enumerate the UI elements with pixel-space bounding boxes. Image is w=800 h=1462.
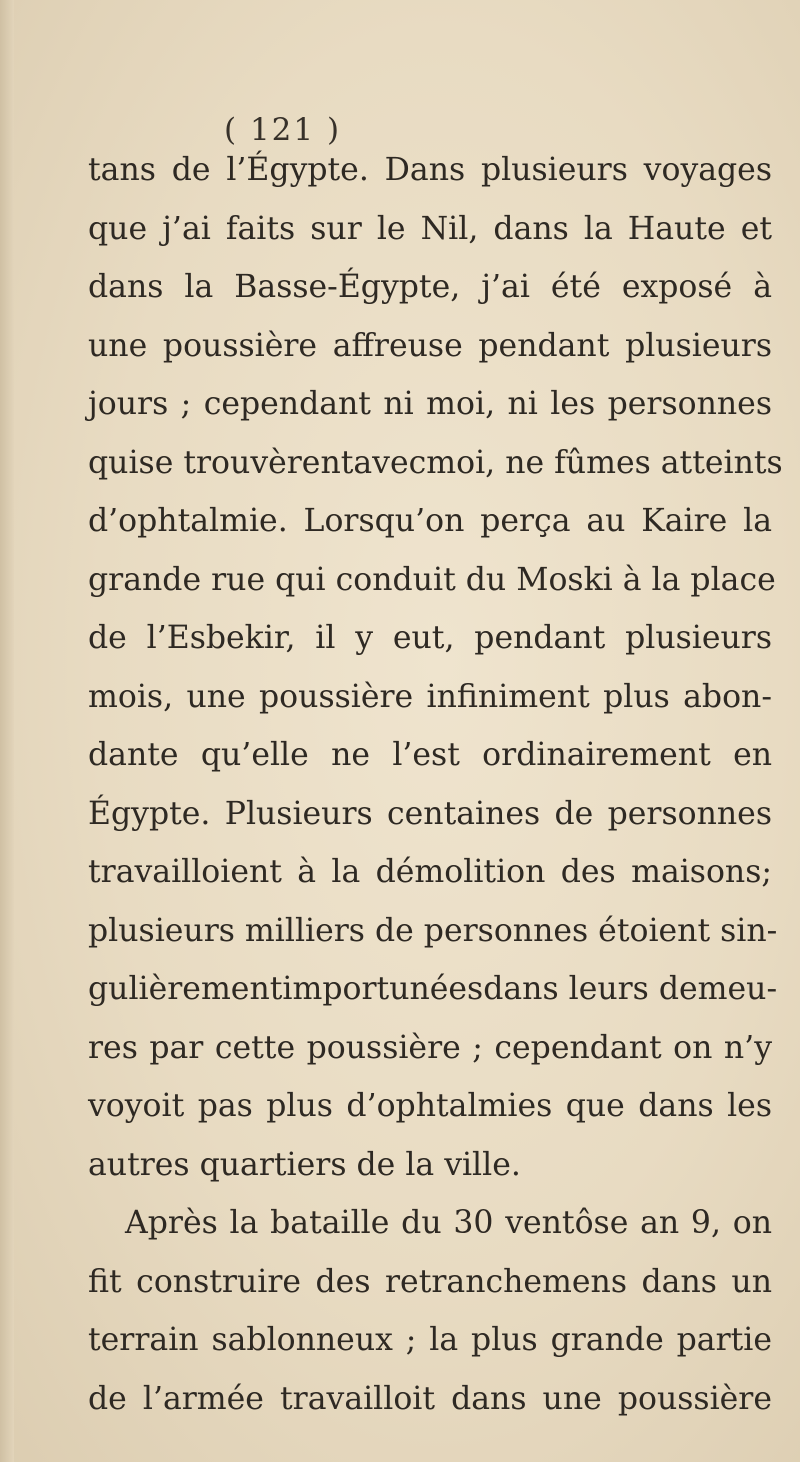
text-line: jours ; cependant ni moi, ni les personnes bbox=[88, 386, 772, 422]
text-line: dans la Basse-Égypte, j’ai été exposé à bbox=[88, 269, 772, 305]
text-line: dante qu’elle ne l’est ordinairement en bbox=[88, 737, 772, 773]
page-number: ( 121 ) bbox=[224, 112, 342, 148]
text-line: fit construire des retranchemens dans un bbox=[88, 1263, 772, 1300]
text-line: de l’armée travailloit dans une poussière bbox=[88, 1380, 772, 1417]
text-line: res par cette poussière ; cependant on n’y bbox=[88, 1029, 772, 1066]
text-line-paragraph-start: Après la bataille du 30 ventôse an 9, on bbox=[125, 1205, 772, 1241]
text-line: Égypte. Plusieurs centaines de personnes bbox=[88, 795, 772, 832]
text-line: grande rue qui conduit du Moski à la place bbox=[88, 561, 776, 598]
text-line: d’ophtalmie. Lorsqu’on perça au Kaire la bbox=[88, 503, 772, 539]
text-line: mois, une poussière infiniment plus abon- bbox=[88, 678, 772, 715]
text-line: plusieurs milliers de personnes étoient sin- bbox=[88, 912, 778, 949]
text-line: travailloient à la démolition des maisons; bbox=[88, 854, 772, 890]
text-line: terrain sablonneux ; la plus grande partie bbox=[88, 1322, 772, 1358]
text-line: tans de l’Égypte. Dans plusieurs voyages bbox=[88, 152, 772, 188]
text-line: voyoit pas plus d’ophtalmies que dans les bbox=[88, 1088, 772, 1124]
text-line: quise trouvèrentavecmoi, ne fûmes atteints bbox=[88, 444, 783, 481]
text-line-paragraph-end: autres quartiers de la ville. bbox=[88, 1146, 521, 1183]
text-line: que j’ai faits sur le Nil, dans la Haute et bbox=[88, 210, 772, 247]
text-line: une poussière affreuse pendant plusieurs bbox=[88, 327, 772, 364]
text-line: gulièrementimportunéesdans leurs demeu- bbox=[88, 971, 778, 1007]
text-line: de l’Esbekir, il y eut, pendant plusieurs bbox=[88, 620, 772, 656]
